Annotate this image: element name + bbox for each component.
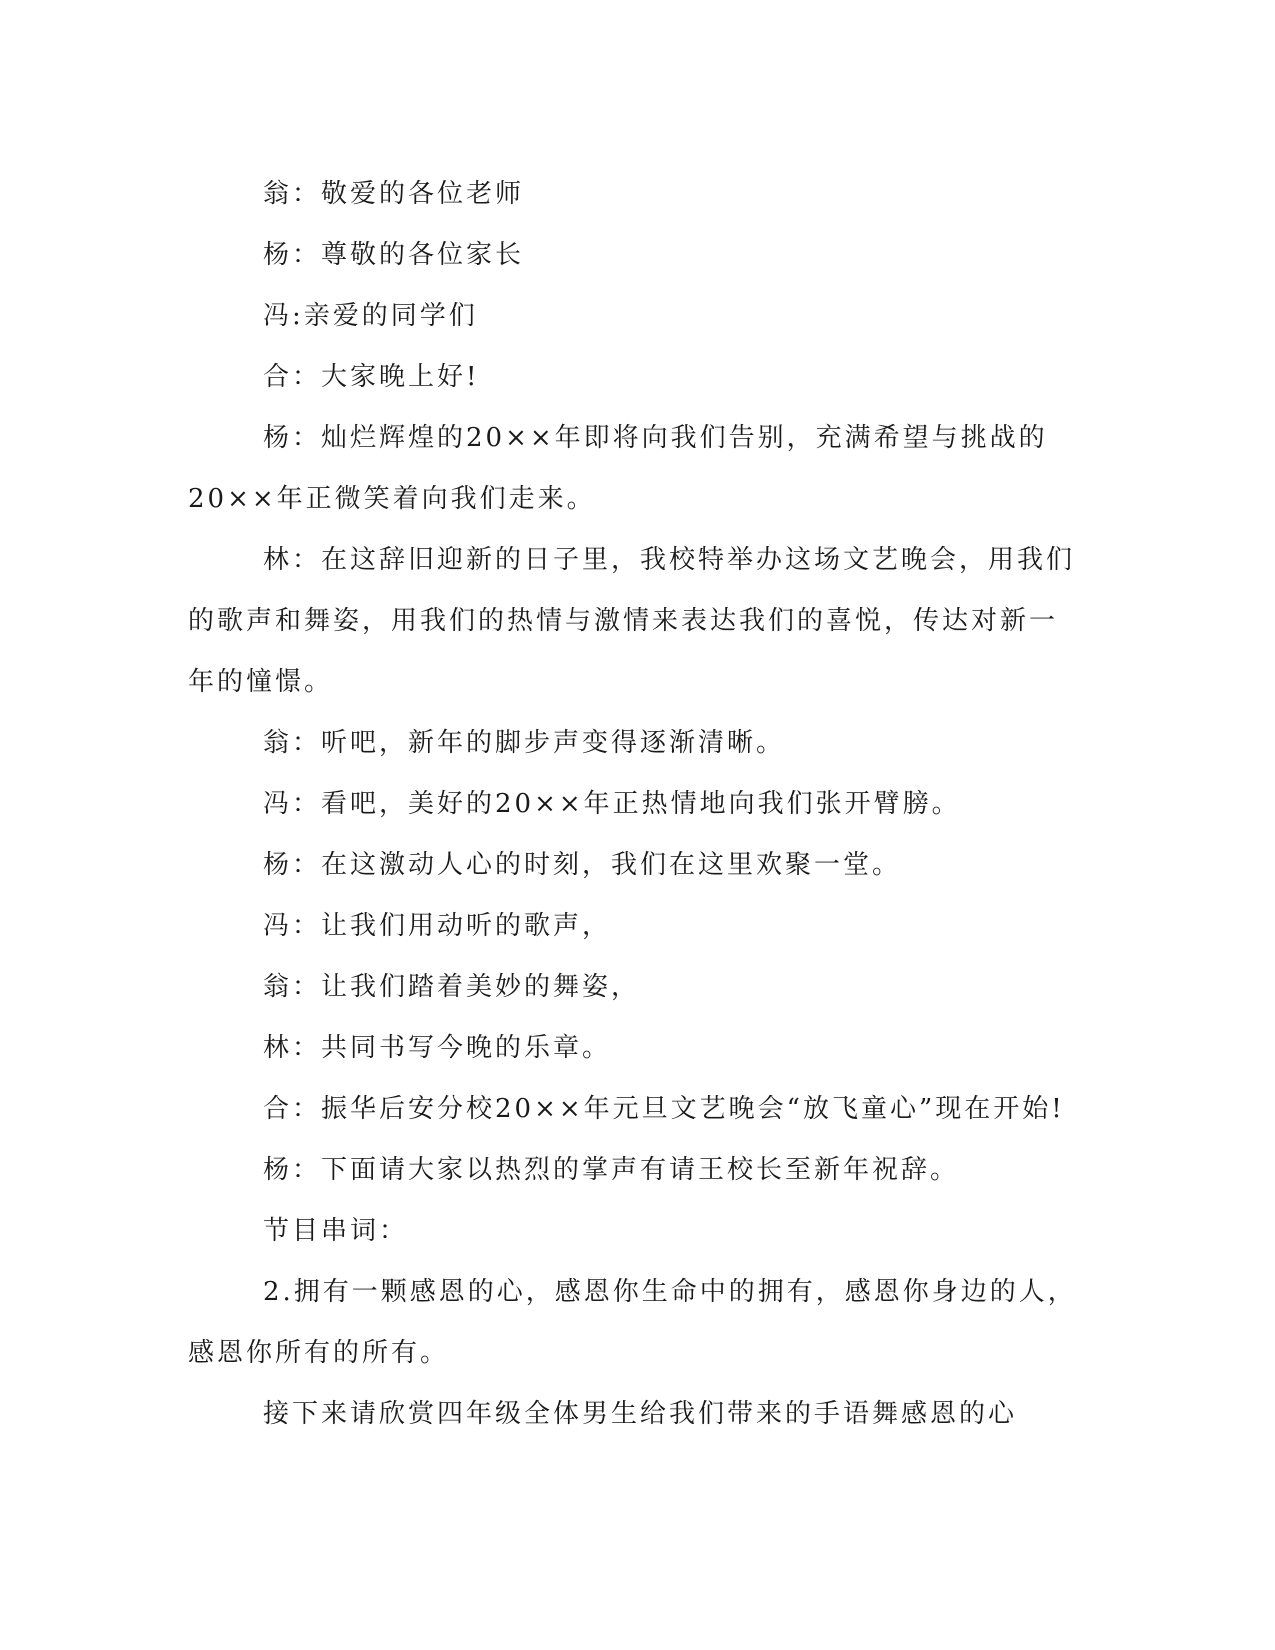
text-line: 林：在这辞旧迎新的日子里，我校特举办这场文艺晚会，用我们 <box>263 545 1076 575</box>
paragraph <box>188 408 1068 530</box>
text-line: 合：大家晚上好! <box>263 362 480 392</box>
text-line: 翁：听吧，新年的脚步声变得逐渐清晰。 <box>263 728 786 758</box>
text-line: 冯:亲爱的同学们 <box>263 301 478 331</box>
paragraph <box>188 530 1076 713</box>
paragraph <box>188 347 1068 408</box>
paragraph <box>188 835 1068 896</box>
paragraph <box>188 1079 1068 1140</box>
text-line: 2.拥有一颗感恩的心，感恩你生命中的拥有，感恩你身边的人， <box>263 1277 1077 1307</box>
paragraph <box>188 164 1068 225</box>
text-line: 节目串词： <box>263 1216 409 1246</box>
text-line: 杨：在这激动人心的时刻，我们在这里欢聚一堂。 <box>263 850 902 880</box>
text-line: 接下来请欣赏四年级全体男生给我们带来的手语舞感恩的心 <box>263 1399 1018 1429</box>
paragraph <box>188 1384 1068 1445</box>
paragraph <box>188 1018 1068 1079</box>
paragraph <box>188 1262 1077 1384</box>
text-line: 林：共同书写今晚的乐章。 <box>263 1033 612 1063</box>
text-line: 的歌声和舞姿，用我们的热情与激情来表达我们的喜悦，传达对新一 <box>188 606 1059 636</box>
text-line: 20××年正微笑着向我们走来。 <box>188 484 596 514</box>
paragraph <box>188 1140 1068 1201</box>
paragraph <box>188 713 1068 774</box>
document-body <box>188 164 1077 1445</box>
text-line: 杨：尊敬的各位家长 <box>263 240 525 270</box>
text-line: 翁：让我们踏着美妙的舞姿， <box>263 972 641 1002</box>
text-line: 冯：看吧，美好的20××年正热情地向我们张开臂膀。 <box>263 789 961 819</box>
text-line: 年的憧憬。 <box>188 667 334 697</box>
paragraph <box>188 225 1068 286</box>
paragraph <box>188 957 1068 1018</box>
paragraph <box>188 896 1068 957</box>
text-line: 杨：灿烂辉煌的20××年即将向我们告别，充满希望与挑战的 <box>263 423 1048 453</box>
text-line: 合：振华后安分校20××年元旦文艺晚会“放飞童心”现在开始! <box>263 1094 1065 1124</box>
text-line: 翁：敬爱的各位老师 <box>263 179 525 209</box>
text-line: 杨：下面请大家以热烈的掌声有请王校长至新年祝辞。 <box>263 1155 960 1185</box>
paragraph <box>188 774 1068 835</box>
paragraph <box>188 1201 1068 1262</box>
paragraph <box>188 286 1068 347</box>
text-line: 感恩你所有的所有。 <box>188 1338 450 1368</box>
text-line: 冯：让我们用动听的歌声， <box>263 911 612 941</box>
